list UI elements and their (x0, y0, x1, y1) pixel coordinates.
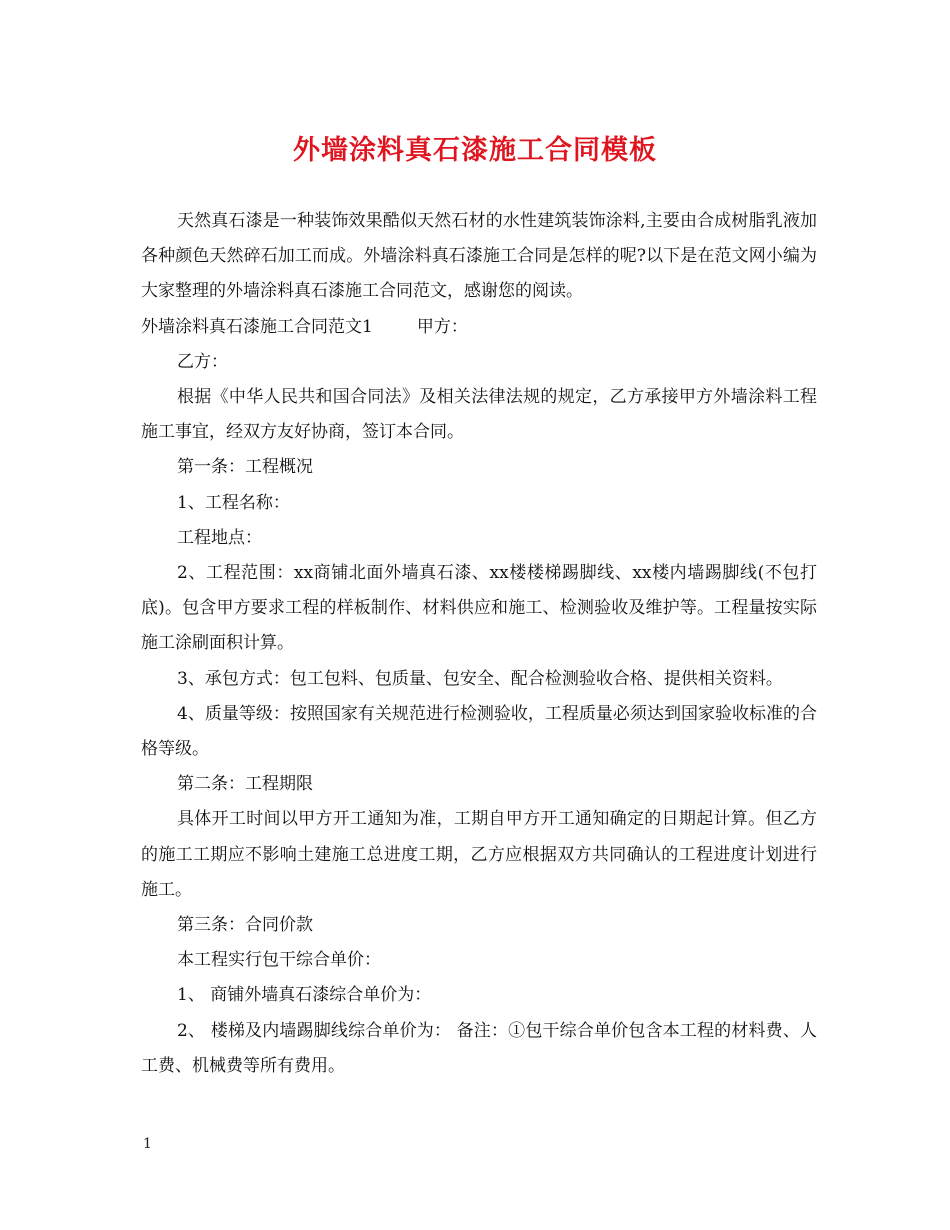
article-1-heading: 第一条：工程概况 (177, 457, 313, 478)
price-item-1: 1、 商铺外墙真石漆综合单价为： (177, 985, 432, 1006)
legal-basis-paragraph: 根据《中华人民共和国合同法》及相关法律法规的规定，乙方承接甲方外墙涂料工程施工事宜，经双方友好协商，签订本合同。 (141, 387, 817, 443)
unit-price-intro: 本工程实行包干综合单价： (177, 950, 381, 971)
sample-heading-line (141, 310, 817, 345)
article-3-heading: 第三条：合同价款 (177, 915, 313, 936)
price-item-2: 2、 楼梯及内墙踢脚线综合单价为： 备注：①包干综合单价包含本工程的材料费、人工费、机械费等所有费用。 (141, 1020, 817, 1076)
quality-grade-paragraph: 4、质量等级：按照国家有关规范进行检测验收，工程质量必须达到国家验收标准的合格等级。 (141, 703, 817, 760)
schedule-paragraph: 具体开工时间以甲方开工通知为准，工期自甲方开工通知确定的日期起计算。但乙方的施工工期应不影响土建施工总进度工期，乙方应根据双方共同确认的工程进度计划进行施工。 (141, 809, 817, 900)
party-b-label: 乙方： (177, 351, 228, 372)
project-location-line: 工程地点： (177, 527, 262, 548)
page-number: 1 (143, 1136, 152, 1152)
project-name-line: 1、工程名称： (177, 492, 290, 513)
document-body (141, 204, 817, 1084)
document-title: 外墙涂料真石漆施工合同模板 (293, 135, 657, 166)
party-a-label: 甲方： (416, 316, 468, 337)
project-scope-paragraph: 2、工程范围：xx商铺北面外墙真石漆、xx楼楼梯踢脚线、xx楼内墙踢脚线(不包打底)。包含甲方要求工程的样板制作、材料供应和施工、检测验收及维护等。工程量按实际施工涂刷面积计算。 (141, 563, 817, 654)
contract-method-paragraph: 3、承包方式：包工包料、包质量、包安全、配合检测验收合格、提供相关资料。 (177, 668, 783, 689)
intro-paragraph: 天然真石漆是一种装饰效果酷似天然石材的水性建筑装饰涂料,主要由合成树脂乳液加各种颜色天然碎石加工而成。外墙涂料真石漆施工合同是怎样的呢?以下是在范文网小编为大家整理的外墙涂料真石漆施工合同范文，感谢您的阅读。 (141, 211, 817, 302)
sample-heading: 外墙涂料真石漆施工合同范文1 (141, 316, 373, 337)
article-2-heading: 第二条：工程期限 (177, 774, 313, 795)
